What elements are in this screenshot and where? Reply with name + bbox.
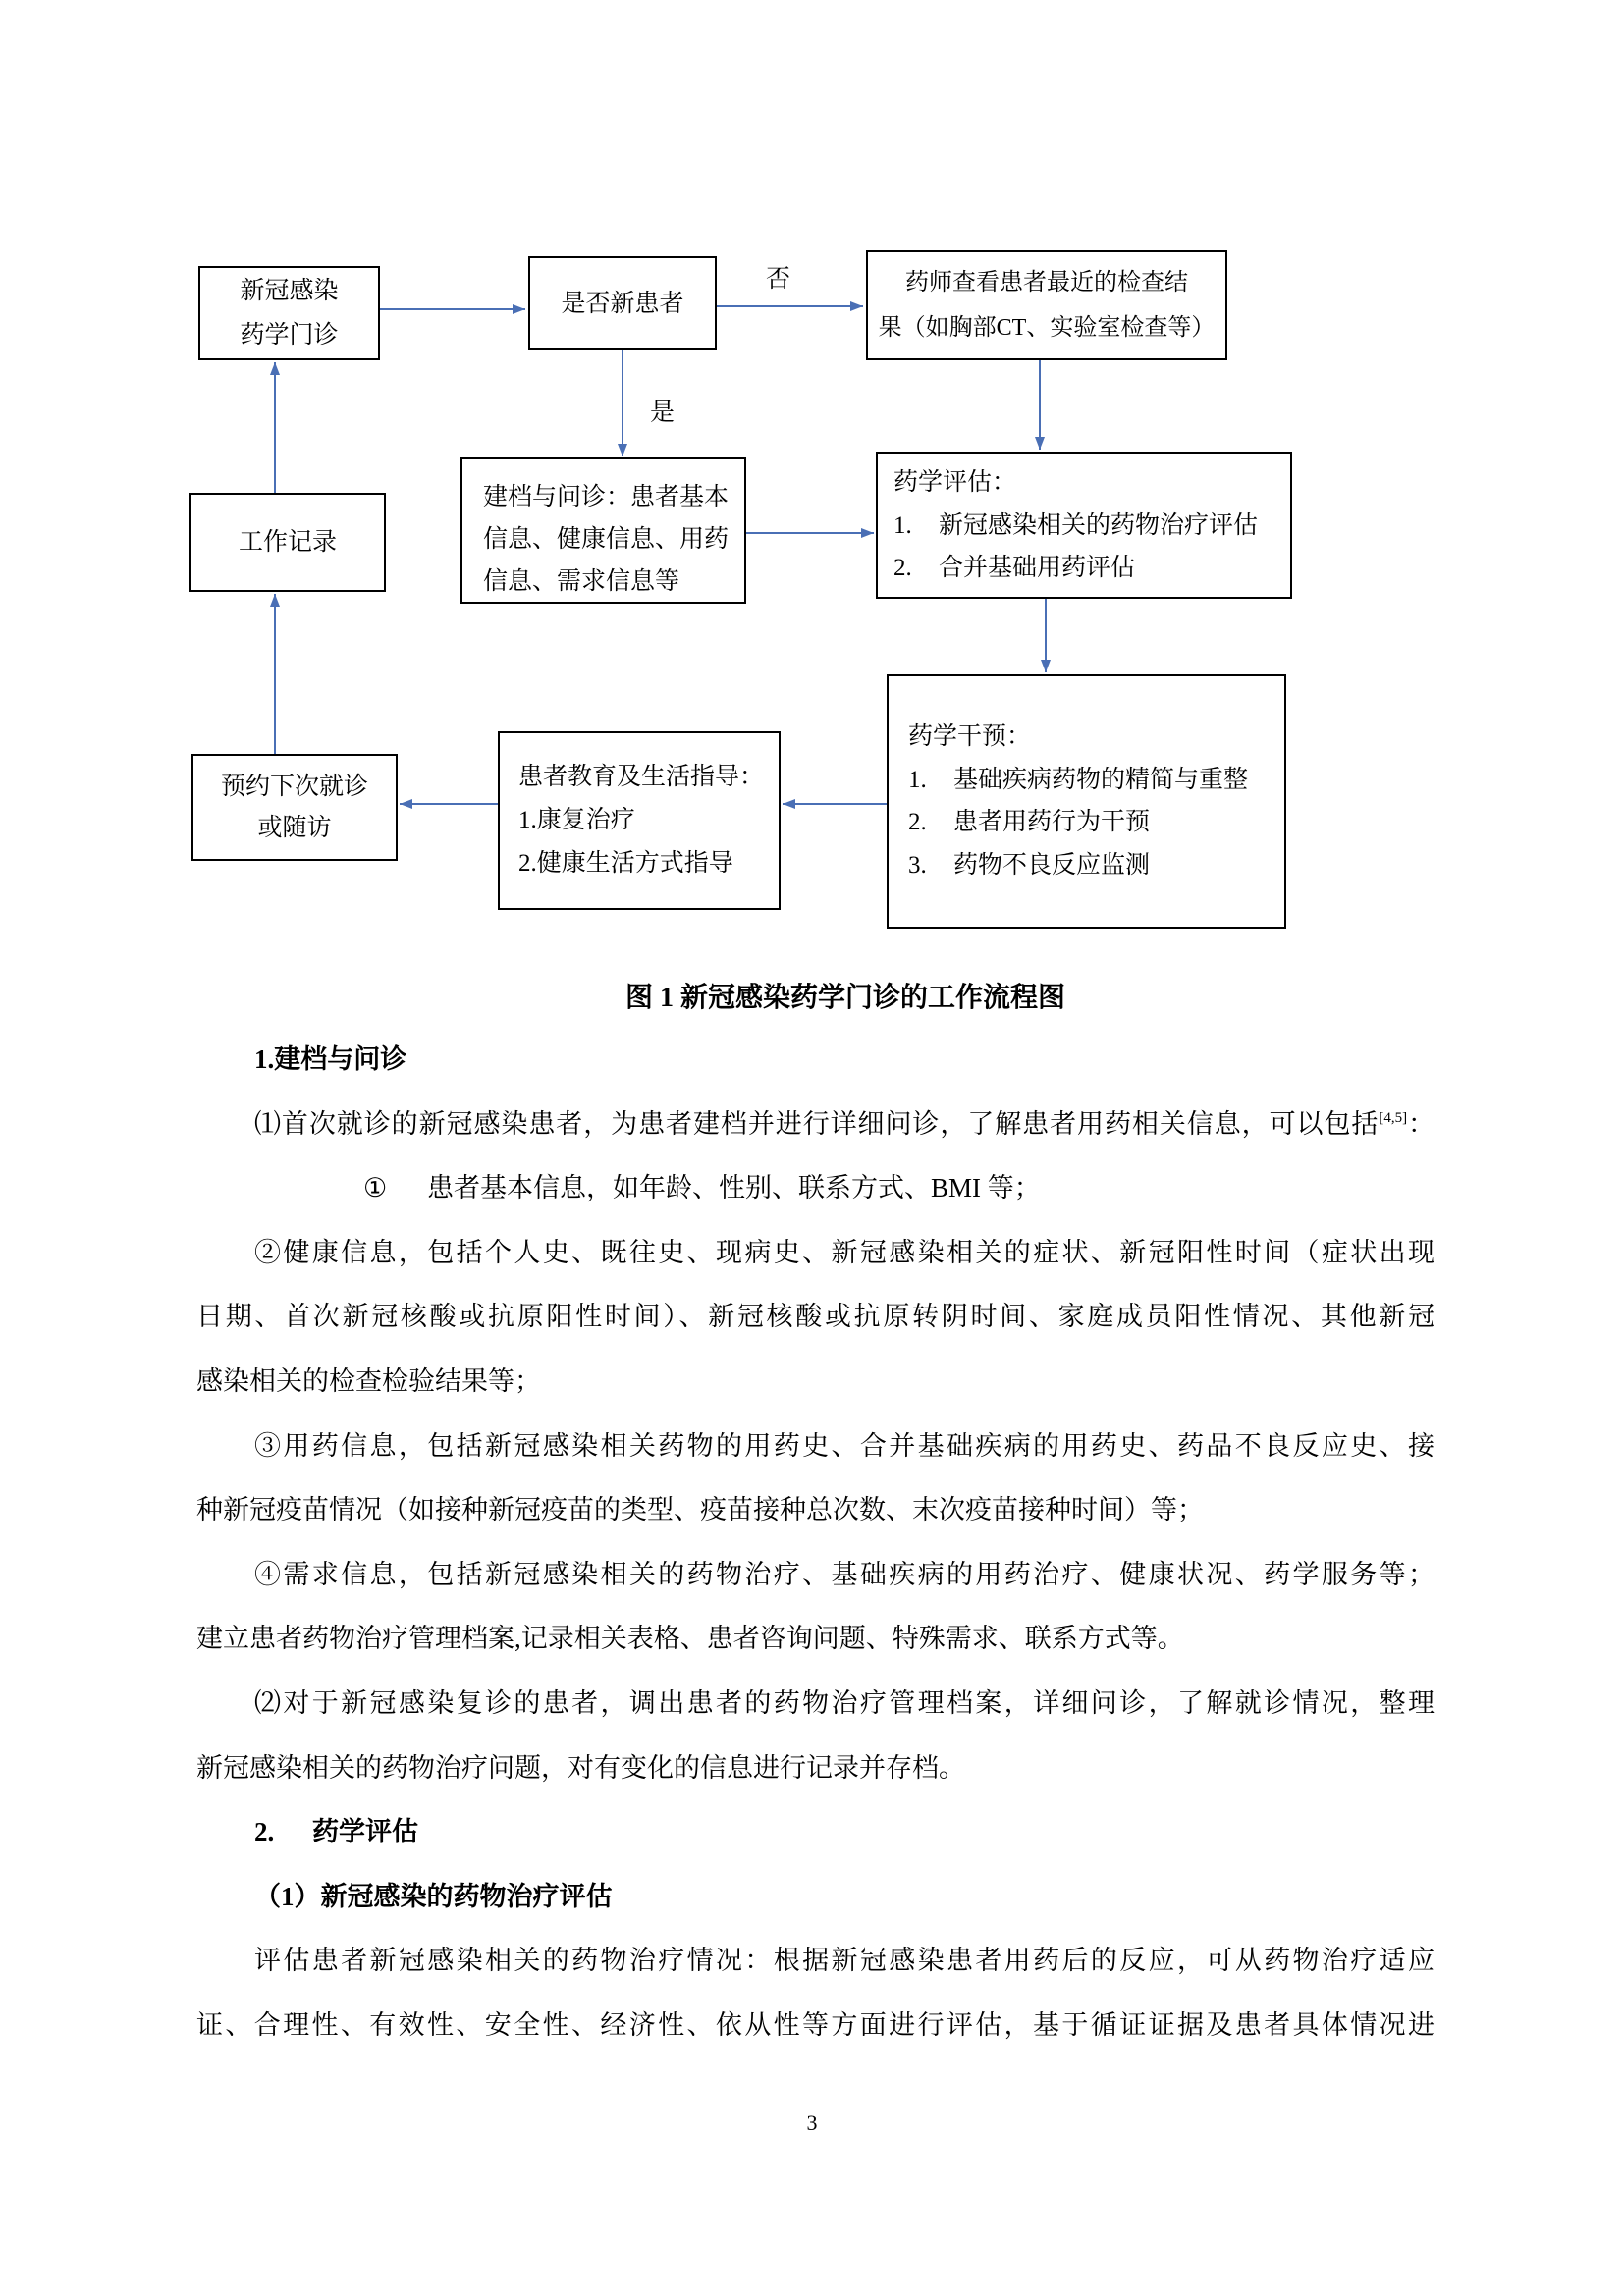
paragraph-line: ⑵对于新冠感染复诊的患者，调出患者的药物治疗管理档案，详细问诊，了解就诊情况，整理	[254, 1687, 1435, 1718]
box-list-item: 2.健康生活方式指导	[518, 850, 733, 877]
paragraph-line: 感染相关的检查检验结果等；	[196, 1365, 541, 1396]
item-number: 2.	[893, 555, 912, 581]
box-text-line: 信息、健康信息、用药	[483, 526, 730, 553]
branch-label-no: 否	[766, 266, 791, 293]
box-title: 药学干预：	[908, 723, 1032, 750]
paragraph-line	[196, 1093, 1435, 1157]
box-record-and-interview	[460, 457, 746, 604]
list-item-text: 患者基本信息，如年龄、性别、联系方式、BMI 等；	[427, 1173, 1041, 1203]
box-title: 药学评估：	[893, 469, 1017, 496]
box-text-line: 建档与问诊：患者基本	[483, 484, 730, 510]
section-title: 药学评估	[312, 1817, 418, 1847]
paragraph-text: ⑴首次就诊的新冠感染患者，为患者建档并进行详细问诊，了解患者用药相关信息，可以包括	[254, 1108, 1380, 1139]
box-covid-pharmacy-clinic	[198, 266, 380, 360]
box-work-record	[189, 493, 386, 592]
item-text: 基础疾病药物的精简与重整	[953, 766, 1249, 793]
section-heading: 1.建档与问诊	[254, 1044, 407, 1074]
section-heading	[196, 1800, 1435, 1865]
box-list-item: 1.康复治疗	[518, 807, 635, 833]
paragraph-text-end: ：	[1407, 1108, 1435, 1139]
item-number: 1.	[893, 511, 912, 539]
item-text: 合并基础用药评估	[939, 555, 1136, 581]
box-text-line: 信息、需求信息等	[483, 568, 680, 595]
item-number: 1.	[908, 766, 927, 793]
item-number: 3.	[908, 852, 927, 880]
list-marker: ①	[363, 1173, 388, 1203]
list-item	[196, 1156, 1435, 1221]
box-list-item	[893, 505, 1258, 548]
paragraph-line: ④需求信息，包括新冠感染相关的药物治疗、基础疾病的用药治疗、健康状况、药学服务等；	[254, 1559, 1435, 1589]
box-text-line: 果（如胸部CT、实验室检查等）	[878, 315, 1216, 341]
box-list-item	[893, 547, 1135, 590]
paragraph-line: 种新冠疫苗情况（如接种新冠疫苗的类型、疫苗接种总次数、末次疫苗接种时间）等；	[196, 1495, 1204, 1525]
box-next-visit-followup	[191, 754, 398, 861]
box-text-line: 是否新患者	[561, 290, 684, 317]
subsection-heading: （1）新冠感染的药物治疗评估	[254, 1881, 613, 1911]
box-new-patient-decision	[528, 256, 717, 350]
paragraph-line: 新冠感染相关的药物治疗问题，对有变化的信息进行记录并存档。	[196, 1752, 965, 1783]
box-review-test-results	[866, 250, 1227, 360]
item-text: 药物不良反应监测	[953, 852, 1151, 880]
box-list-item	[908, 801, 1150, 844]
box-pharmaceutical-intervention	[887, 674, 1286, 929]
box-text-line: 新冠感染	[240, 278, 339, 304]
paragraph-line: ③用药信息，包括新冠感染相关药物的用药史、合并基础疾病的用药史、药品不良反应史、接	[254, 1430, 1435, 1461]
paragraph-line: 证、合理性、有效性、安全性、经济性、依从性等方面进行评估，基于循证证据及患者具体情况进	[196, 2009, 1435, 2040]
box-text-line: 或随访	[257, 814, 332, 841]
item-number: 2.	[908, 809, 927, 836]
paragraph-line: 日期、首次新冠核酸或抗原阳性时间）、新冠核酸或抗原转阴时间、家庭成员阳性情况、其他新冠	[196, 1302, 1435, 1332]
branch-label-yes: 是	[650, 400, 676, 426]
box-text-line: 药师查看患者最近的检查结	[905, 270, 1188, 295]
item-text: 患者用药行为干预	[953, 809, 1151, 836]
paragraph-line: ②健康信息，包括个人史、既往史、现病史、新冠感染相关的症状、新冠阳性时间（症状出现	[254, 1237, 1435, 1267]
box-patient-education	[498, 731, 781, 910]
box-text-line: 预约下次就诊	[220, 773, 368, 800]
body-text	[196, 1028, 1435, 2058]
box-list-item	[908, 844, 1150, 887]
figure-caption: 图 1 新冠感染药学门诊的工作流程图	[624, 983, 1065, 1013]
section-number: 2.	[254, 1817, 275, 1847]
citation: [4,5]	[1379, 1109, 1408, 1126]
box-list-item	[908, 759, 1248, 802]
box-text-line: 工作记录	[238, 529, 337, 556]
box-text-line: 药学门诊	[240, 322, 339, 348]
paragraph-line: 建立患者药物治疗管理档案,记录相关表格、患者咨询问题、特殊需求、联系方式等。	[196, 1624, 1184, 1654]
paragraph-line: 评估患者新冠感染相关的药物治疗情况：根据新冠感染患者用药后的反应，可从药物治疗适应	[254, 1946, 1435, 1976]
box-pharmaceutical-assessment	[876, 452, 1292, 599]
item-text: 新冠感染相关的药物治疗评估	[939, 511, 1259, 539]
box-title: 患者教育及生活指导：	[518, 764, 765, 790]
page-number: 3	[806, 2110, 818, 2135]
